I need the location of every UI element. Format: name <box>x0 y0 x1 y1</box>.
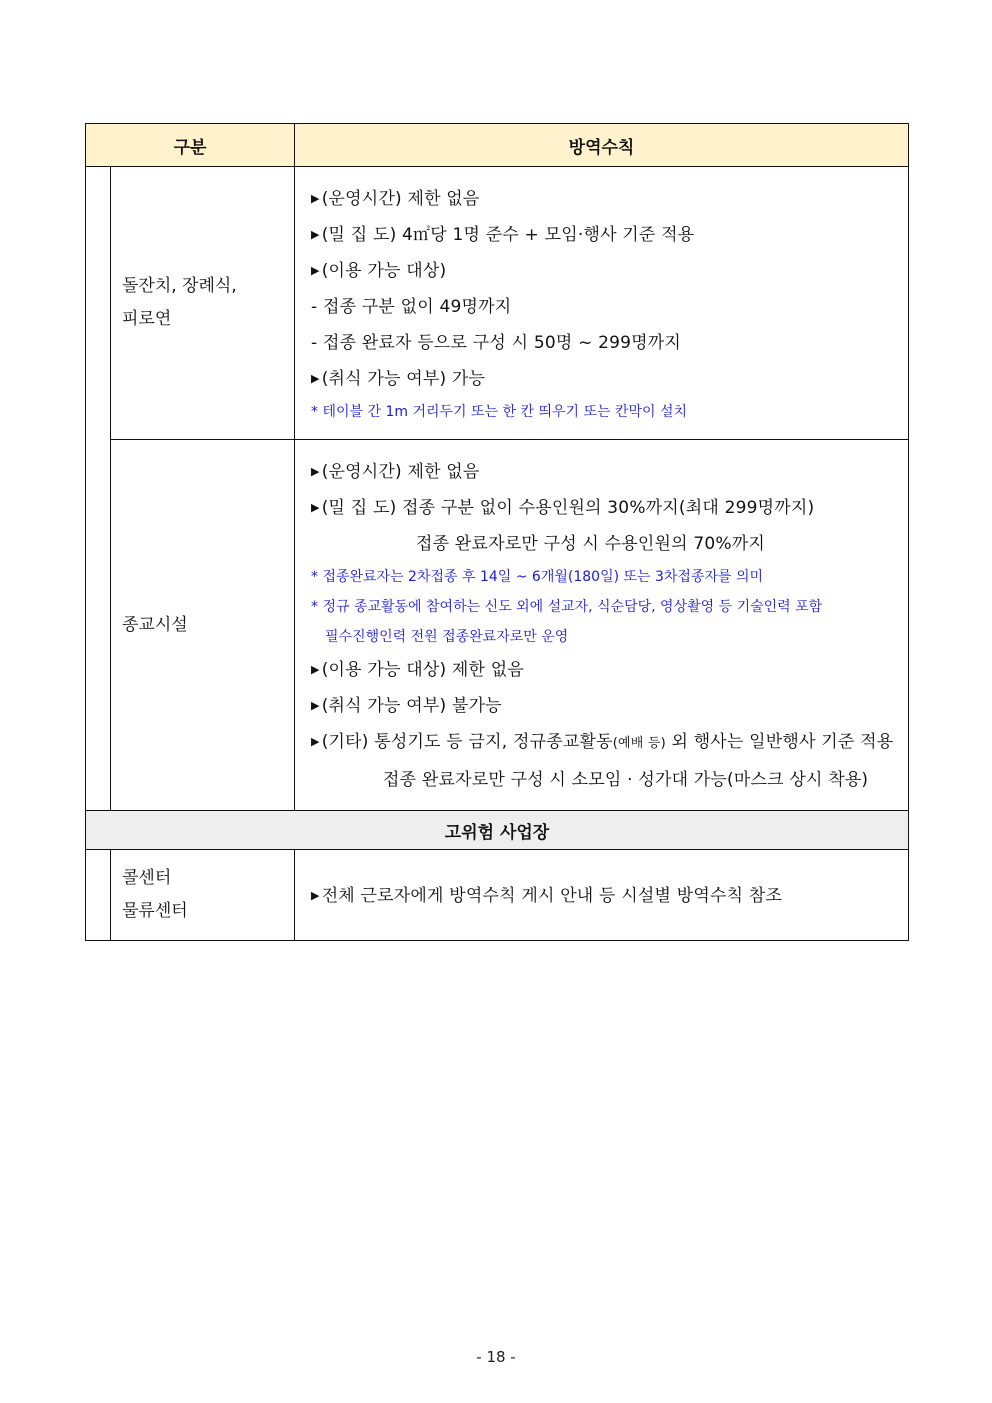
triangle-bullet-icon: ▶ <box>311 228 320 241</box>
list-item: ▶ (취식 가능 여부) 불가능 <box>311 696 502 716</box>
section-header: 고위험 사업장 <box>86 811 909 850</box>
category-line: 물류센터 <box>122 901 188 921</box>
continuation-line: 접종 완료자로만 구성 시 수용인원의 70%까지 <box>416 534 765 554</box>
category-cell <box>111 440 295 811</box>
list-item: ▶ (이용 가능 대상) 제한 없음 <box>311 660 524 680</box>
triangle-bullet-icon: ▶ <box>311 735 320 748</box>
list-item: ▶ (운영시간) 제한 없음 <box>311 462 480 482</box>
list-item: ▶ (밀 집 도) 접종 구분 없이 수용인원의 30%까지(최대 299명까지) <box>311 498 815 518</box>
note-text: * 정규 종교활동에 참여하는 신도 외에 설교자, 식순담당, 영상촬영 등 기술인력 포함 <box>311 599 823 615</box>
merged-side-cell <box>86 167 111 811</box>
header-category: 구분 <box>86 124 295 167</box>
side-cell <box>86 850 111 941</box>
triangle-bullet-icon: ▶ <box>311 192 320 205</box>
triangle-bullet-icon: ▶ <box>311 264 320 277</box>
sub-item: - 접종 구분 없이 49명까지 <box>311 297 512 317</box>
category-cell <box>111 167 295 440</box>
continuation-line: 접종 완료자로만 구성 시 소모임 · 성가대 가능(마스크 상시 착용) <box>383 770 869 790</box>
list-item: ▶ 전체 근로자에게 방역수칙 게시 안내 등 시설별 방역수칙 참조 <box>311 886 783 906</box>
category-line: 돌잔치, 장례식, <box>122 276 237 296</box>
header-measures: 방역수칙 <box>295 124 909 167</box>
list-item: ▶ (밀 집 도) 4㎡당 1명 준수 + 모임·행사 기준 적용 <box>311 225 695 245</box>
list-item: ▶ (운영시간) 제한 없음 <box>311 189 480 209</box>
quarantine-rules-table <box>85 123 909 941</box>
list-item: ▶ (기타) 통성기도 등 금지, 정규종교활동(예배 등) 외 행사는 일반행사 기준 적용 <box>311 732 894 752</box>
table-row <box>86 850 909 941</box>
note-text: * 테이블 간 1m 거리두기 또는 한 칸 띄우기 또는 칸막이 설치 <box>311 404 688 420</box>
note-text: * 접종완료자는 2차접종 후 14일 ~ 6개월(180일) 또는 3차접종자를 의미 <box>311 569 764 585</box>
triangle-bullet-icon: ▶ <box>311 663 320 676</box>
category-cell <box>111 850 295 941</box>
table-header-row <box>86 124 909 167</box>
note-continuation: 필수진행인력 전원 접종완료자로만 운영 <box>325 629 569 645</box>
category-line: 피로연 <box>122 309 172 329</box>
category-line: 종교시설 <box>122 614 188 635</box>
measures-cell <box>295 850 909 941</box>
triangle-bullet-icon: ▶ <box>311 465 320 478</box>
measures-cell <box>295 440 909 811</box>
list-item: ▶ (취식 가능 여부) 가능 <box>311 369 486 389</box>
measures-cell <box>295 167 909 440</box>
table-row <box>86 440 909 811</box>
sub-item: - 접종 완료자 등으로 구성 시 50명 ~ 299명까지 <box>311 333 682 353</box>
list-item: ▶ (이용 가능 대상) <box>311 261 447 281</box>
triangle-bullet-icon: ▶ <box>311 501 320 514</box>
triangle-bullet-icon: ▶ <box>311 372 320 385</box>
category-line: 콜센터 <box>122 868 172 888</box>
table-row <box>86 167 909 440</box>
triangle-bullet-icon: ▶ <box>311 699 320 712</box>
page-number: - 18 - <box>476 1348 516 1366</box>
triangle-bullet-icon: ▶ <box>311 889 320 902</box>
section-header-row <box>86 811 909 850</box>
